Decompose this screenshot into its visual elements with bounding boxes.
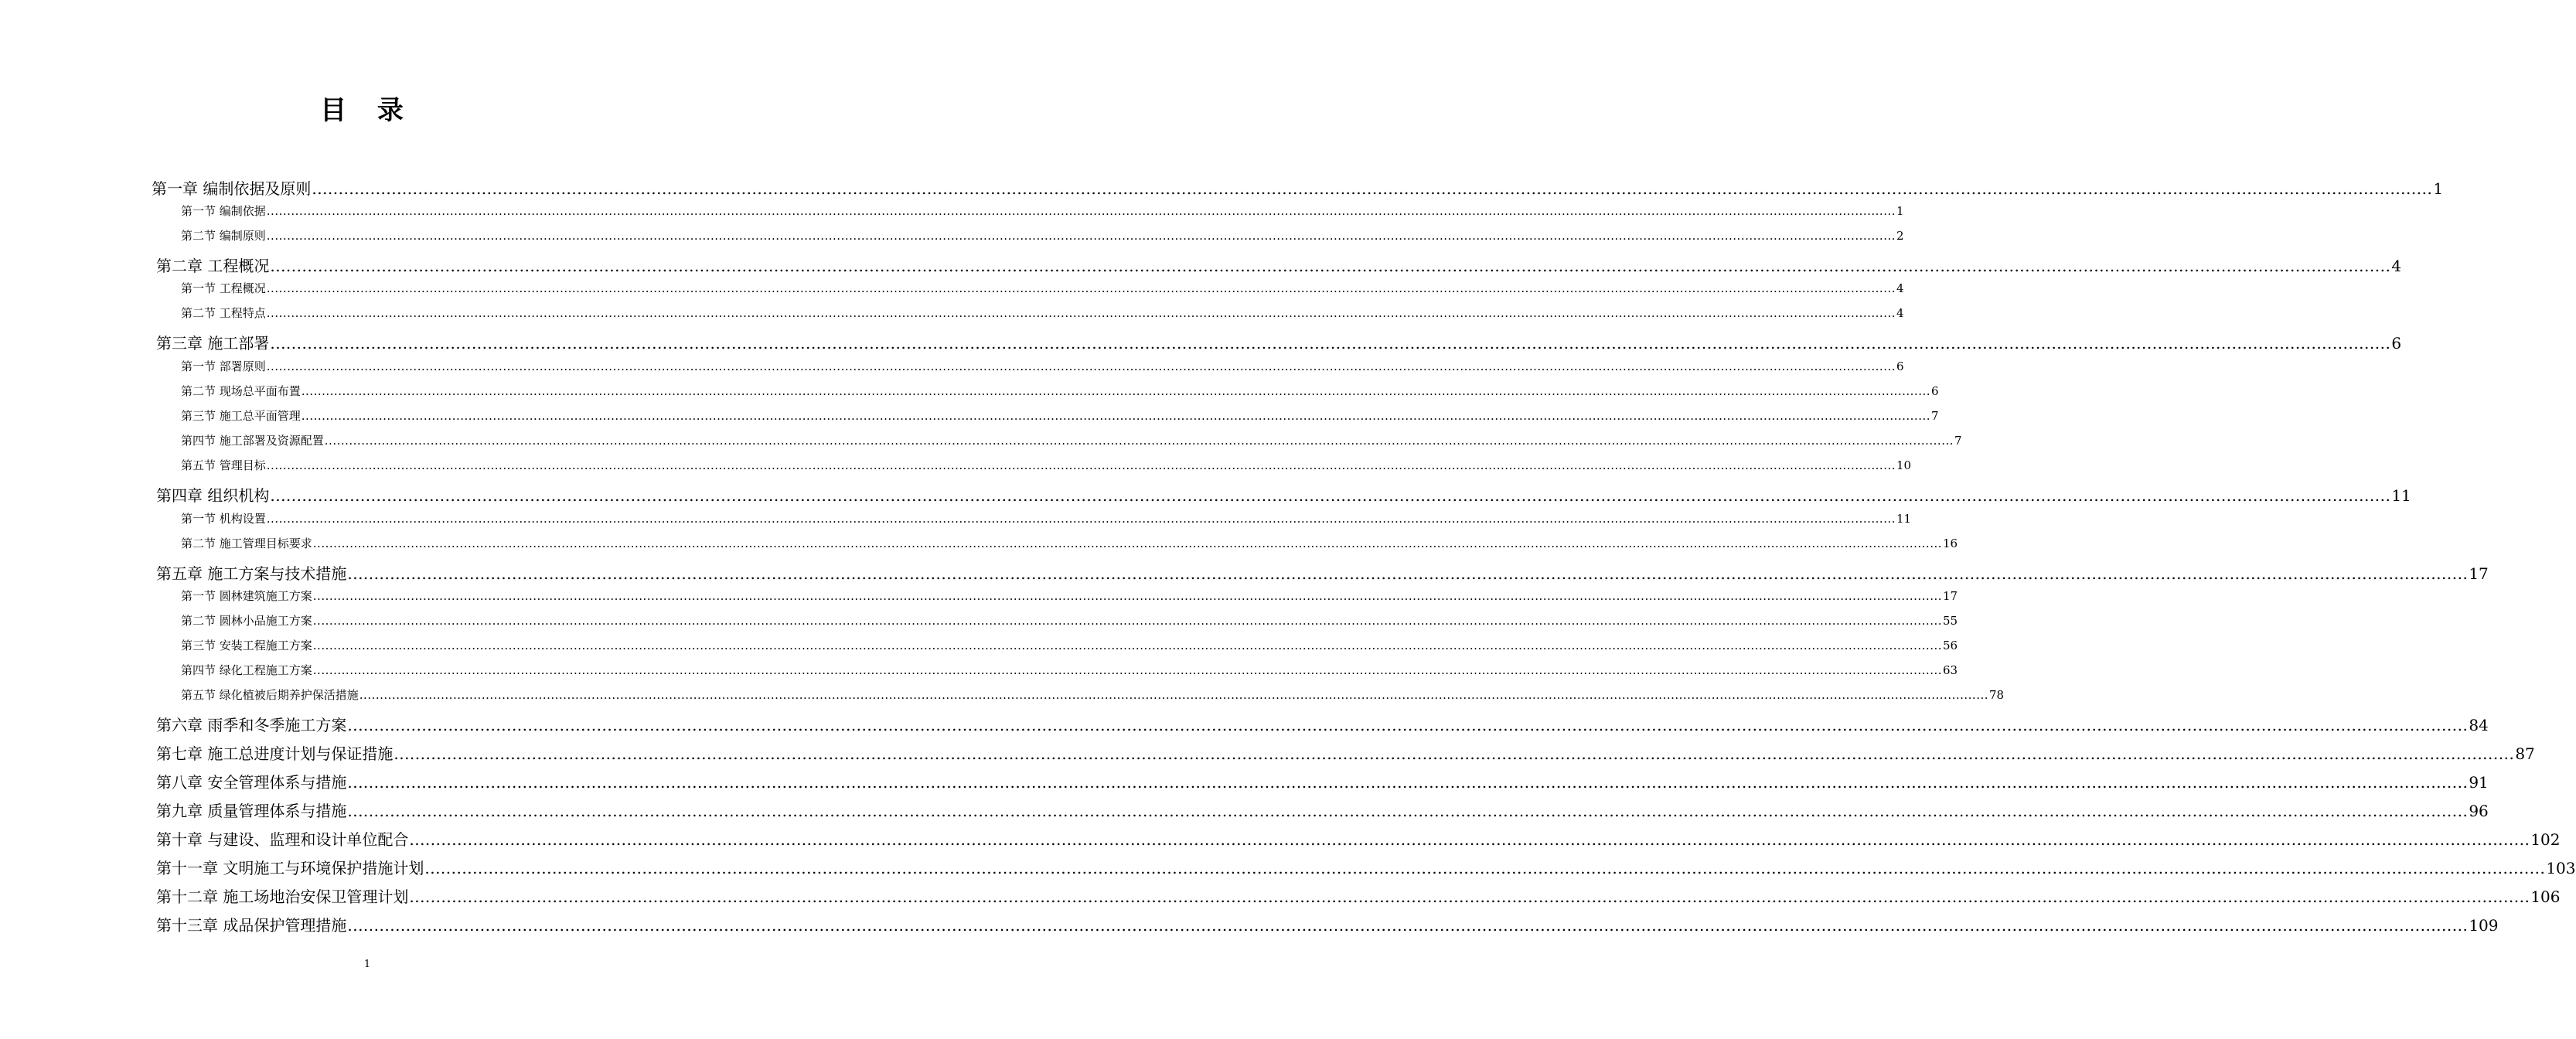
toc-chapter-entry[interactable] [156, 483, 2411, 506]
toc-entry-title: 第四节 绿化工程施工方案 [181, 663, 312, 677]
toc-dot-leader: ................................................................................................................................................................................................................................................................................................................................................................................................................ [270, 257, 2391, 275]
toc-entry-title: 第三章 施工部署 [156, 334, 270, 353]
toc-entry-page: 2 [1896, 229, 1904, 243]
toc-dot-leader: ................................................................................................................................................................................................................................................................................................................................................................................................................ [312, 639, 1943, 652]
toc-section-entry[interactable] [181, 432, 1962, 448]
toc-entry-page: 56 [1943, 639, 1958, 652]
toc-dot-leader: ................................................................................................................................................................................................................................................................................................................................................................................................................ [270, 486, 2391, 505]
page-title: 目 录 [320, 95, 414, 126]
toc-dot-leader: ................................................................................................................................................................................................................................................................................................................................................................................................................ [347, 716, 2469, 734]
page-number: 1 [363, 959, 371, 970]
toc-section-entry[interactable] [181, 588, 1958, 604]
toc-dot-leader: ................................................................................................................................................................................................................................................................................................................................................................................................................ [266, 359, 1896, 373]
toc-entry-page: 109 [2469, 916, 2499, 935]
toc-entry-page: 102 [2530, 830, 2561, 849]
toc-dot-leader: ................................................................................................................................................................................................................................................................................................................................................................................................................ [347, 773, 2469, 792]
toc-chapter-entry[interactable] [156, 827, 2561, 850]
toc-entry-title: 第三节 施工总平面管理 [181, 409, 301, 423]
toc-section-entry[interactable] [181, 305, 1904, 321]
toc-entry-page: 11 [1896, 512, 1912, 526]
toc-entry-title: 第六章 雨季和冬季施工方案 [156, 716, 347, 734]
toc-dot-leader: ................................................................................................................................................................................................................................................................................................................................................................................................................ [312, 537, 1943, 550]
toc-chapter-entry[interactable] [156, 741, 2535, 764]
toc-section-entry[interactable] [181, 535, 1958, 551]
toc-entry-page: 78 [1989, 688, 2005, 702]
toc-dot-leader: ................................................................................................................................................................................................................................................................................................................................................................................................................ [394, 744, 2515, 763]
toc-entry-title: 第五节 管理目标 [181, 458, 266, 472]
toc-entry-page: 103 [2546, 859, 2576, 877]
toc-dot-leader: ................................................................................................................................................................................................................................................................................................................................................................................................................ [266, 281, 1896, 295]
toc-entry-page: 11 [2391, 486, 2411, 505]
toc-section-entry[interactable] [181, 612, 1958, 629]
toc-entry-page: 106 [2530, 887, 2561, 906]
toc-entry-title: 第二节 现场总平面布置 [181, 384, 301, 398]
toc-entry-title: 第十章 与建设、监理和设计单位配合 [156, 830, 409, 849]
toc-entry-title: 第五节 绿化植被后期养护保活措施 [181, 688, 359, 702]
toc-dot-leader: ................................................................................................................................................................................................................................................................................................................................................................................................................ [347, 564, 2469, 583]
toc-entry-page: 4 [2391, 257, 2402, 275]
toc-dot-leader: ................................................................................................................................................................................................................................................................................................................................................................................................................ [312, 614, 1943, 628]
toc-chapter-entry[interactable] [152, 176, 2444, 199]
toc-entry-page: 10 [1896, 458, 1912, 472]
toc-chapter-entry[interactable] [156, 913, 2499, 935]
toc-entry-page: 1 [1896, 204, 1904, 218]
toc-entry-title: 第三节 安装工程施工方案 [181, 639, 312, 652]
toc-dot-leader: ................................................................................................................................................................................................................................................................................................................................................................................................................ [359, 688, 1989, 702]
toc-dot-leader: ................................................................................................................................................................................................................................................................................................................................................................................................................ [266, 306, 1896, 320]
toc-dot-leader: ................................................................................................................................................................................................................................................................................................................................................................................................................ [409, 887, 2530, 906]
toc-dot-leader: ................................................................................................................................................................................................................................................................................................................................................................................................................ [266, 229, 1896, 243]
toc-chapter-entry[interactable] [156, 331, 2402, 353]
toc-entry-title: 第一章 编制依据及原则 [152, 179, 312, 198]
toc-dot-leader: ................................................................................................................................................................................................................................................................................................................................................................................................................ [312, 179, 2433, 198]
toc-entry-title: 第一节 机构设置 [181, 512, 266, 526]
toc-entry-title: 第二节 工程特点 [181, 306, 266, 320]
toc-entry-title: 第二节 圆林小品施工方案 [181, 614, 312, 628]
toc-entry-page: 7 [1931, 409, 1939, 423]
toc-entry-title: 第二节 施工管理目标要求 [181, 537, 312, 550]
toc-entry-page: 4 [1896, 306, 1904, 320]
toc-entry-title: 第五章 施工方案与技术措施 [156, 564, 347, 583]
toc-chapter-entry[interactable] [156, 770, 2489, 792]
toc-dot-leader: ................................................................................................................................................................................................................................................................................................................................................................................................................ [409, 830, 2530, 849]
toc-section-entry[interactable] [181, 227, 1904, 244]
toc-section-entry[interactable] [181, 662, 1958, 678]
toc-entry-title: 第一节 部署原则 [181, 359, 266, 373]
toc-entry-page: 4 [1896, 281, 1904, 295]
toc-entry-page: 91 [2469, 773, 2489, 792]
toc-entry-title: 第四节 施工部署及资源配置 [181, 434, 324, 448]
toc-chapter-entry[interactable] [156, 713, 2489, 735]
toc-entry-page: 1 [2433, 179, 2444, 198]
toc-entry-page: 16 [1943, 537, 1958, 550]
toc-entry-page: 6 [1931, 384, 1939, 398]
toc-section-entry[interactable] [181, 637, 1958, 653]
toc-entry-title: 第四章 组织机构 [156, 486, 270, 505]
toc-section-entry[interactable] [181, 407, 1939, 424]
toc-section-entry[interactable] [181, 383, 1939, 399]
toc-entry-page: 17 [2469, 564, 2489, 583]
toc-entry-page: 6 [1896, 359, 1904, 373]
toc-section-entry[interactable] [181, 280, 1904, 296]
toc-dot-leader: ................................................................................................................................................................................................................................................................................................................................................................................................................ [324, 434, 1954, 448]
toc-chapter-entry[interactable] [156, 884, 2561, 907]
toc-dot-leader: ................................................................................................................................................................................................................................................................................................................................................................................................................ [424, 859, 2546, 877]
toc-entry-page: 7 [1954, 434, 1962, 448]
toc-entry-title: 第一节 编制依据 [181, 204, 266, 218]
toc-section-entry[interactable] [181, 203, 1904, 219]
toc-chapter-entry[interactable] [156, 856, 2576, 878]
toc-dot-leader: ................................................................................................................................................................................................................................................................................................................................................................................................................ [312, 589, 1943, 603]
toc-section-entry[interactable] [181, 510, 1912, 526]
toc-dot-leader: ................................................................................................................................................................................................................................................................................................................................................................................................................ [266, 512, 1896, 526]
toc-section-entry[interactable] [181, 686, 2005, 703]
toc-entry-title: 第十三章 成品保护管理措施 [156, 916, 347, 935]
toc-entry-page: 6 [2391, 334, 2402, 353]
toc-dot-leader: ................................................................................................................................................................................................................................................................................................................................................................................................................ [347, 916, 2469, 935]
toc-entry-page: 17 [1943, 589, 1958, 603]
toc-entry-title: 第十一章 文明施工与环境保护措施计划 [156, 859, 424, 877]
toc-dot-leader: ................................................................................................................................................................................................................................................................................................................................................................................................................ [301, 384, 1931, 398]
toc-entry-title: 第一节 工程概况 [181, 281, 266, 295]
toc-chapter-entry[interactable] [156, 561, 2489, 584]
toc-entry-title: 第八章 安全管理体系与措施 [156, 773, 347, 792]
toc-entry-title: 第九章 质量管理体系与措施 [156, 802, 347, 820]
toc-entry-title: 第二章 工程概况 [156, 257, 270, 275]
toc-dot-leader: ................................................................................................................................................................................................................................................................................................................................................................................................................ [266, 458, 1896, 472]
toc-entry-title: 第十二章 施工场地治安保卫管理计划 [156, 887, 409, 906]
toc-entry-title: 第二节 编制原则 [181, 229, 266, 243]
toc-entry-page: 87 [2515, 744, 2535, 763]
toc-dot-leader: ................................................................................................................................................................................................................................................................................................................................................................................................................ [301, 409, 1931, 423]
toc-chapter-entry[interactable] [156, 254, 2402, 276]
toc-dot-leader: ................................................................................................................................................................................................................................................................................................................................................................................................................ [270, 334, 2391, 353]
toc-entry-title: 第一节 圆林建筑施工方案 [181, 589, 312, 603]
toc-dot-leader: ................................................................................................................................................................................................................................................................................................................................................................................................................ [266, 204, 1896, 218]
toc-entry-title: 第七章 施工总进度计划与保证措施 [156, 744, 394, 763]
toc-entry-page: 63 [1943, 663, 1958, 677]
toc-section-entry[interactable] [181, 358, 1904, 374]
toc-section-entry[interactable] [181, 457, 1912, 473]
toc-entry-page: 84 [2469, 716, 2489, 734]
toc-dot-leader: ................................................................................................................................................................................................................................................................................................................................................................................................................ [347, 802, 2469, 820]
toc-entry-page: 55 [1943, 614, 1958, 628]
toc-entry-page: 96 [2469, 802, 2489, 820]
toc-dot-leader: ................................................................................................................................................................................................................................................................................................................................................................................................................ [312, 663, 1943, 677]
toc-chapter-entry[interactable] [156, 799, 2489, 821]
